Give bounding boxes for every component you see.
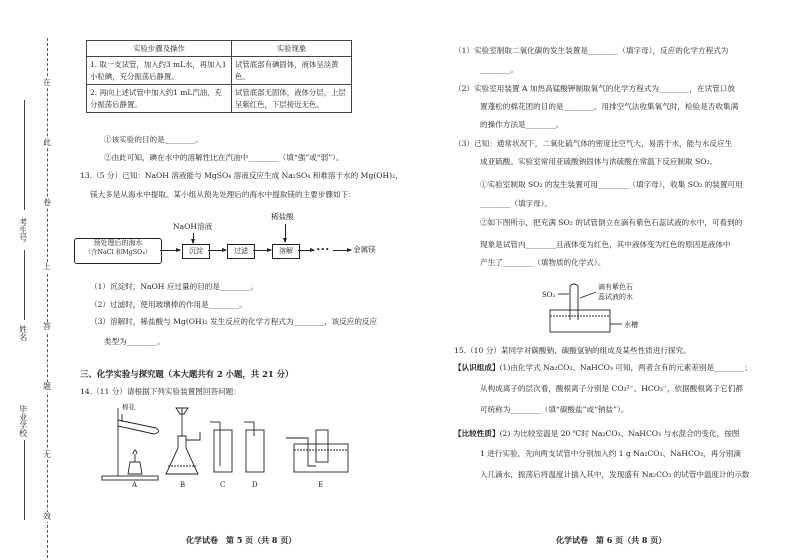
flow-dots: ••• xyxy=(316,245,330,254)
cotton-label: 棉花 xyxy=(122,403,135,411)
q15-sub2b: 1 进行实验，先向两支试管中分别加入约 1 g Na₂CO₃、NaHCO₃，再分别滴 xyxy=(480,449,742,458)
table-header: 实验现象 xyxy=(232,41,352,57)
q14-sub2b: 置蓬松的棉花团的目的是________。用排空气法收集氧气时，检验是否收集满 xyxy=(480,102,739,111)
q15-sub1b: 从构成离子的层次看，酸根离子分别是 CO₃²⁻、HCO₃⁻，依据酸根离子它们都 xyxy=(480,384,743,393)
q14-sub1: （1）实验室制取二氧化碳的发生装置是________（填字母），反应的化学方程式为 xyxy=(454,46,729,55)
page-footer-right: 化学试卷 第 6 页（共 8 页） xyxy=(556,535,667,545)
flow-arrow xyxy=(298,250,314,251)
flow-step-filter: 过滤 xyxy=(227,244,255,259)
table-cell: 1. 取一支试管，加入约3 mL水，再加入1小粒碘，充分振荡后静置。 xyxy=(87,57,232,85)
flow-reagent-arrow xyxy=(285,224,286,242)
q14-sub3-1: ①实验室制取 SO₂ 的发生装置可用________（填字母），收集 SO₂ 的装置可用 xyxy=(480,180,743,189)
q13-sub2: （2）过滤时，使用玻璃棒的作用是________。 xyxy=(90,300,247,309)
q14-sub3b: 成亚硫酸。实验室常用亚硫酸钠固体与浓硫酸在常温下反应制取 SO₂。 xyxy=(480,157,718,166)
litmus-label-1: 滴有紫色石 xyxy=(598,283,633,291)
q13-stem-line1: 13.（5 分）已知：NaOH 溶液能与 MgSO₄ 溶液反应生成 Na₂SO₄ 和难溶于水的 Mg(OH)₂， xyxy=(80,171,403,180)
tag-recognize-composition: 【认识组成】 xyxy=(454,363,500,372)
flow-start-line2: （含NaCl 和MgSO₄） xyxy=(84,247,152,256)
fill-line xyxy=(24,250,25,320)
q13-sub3: （3）溶解时，稀盐酸与 Mg(OH)₂ 发生反应的化学方程式为________，该反应的反应 xyxy=(90,317,378,326)
flow-arrow xyxy=(208,250,226,251)
margin-label-name: 姓名 xyxy=(18,325,28,341)
page-footer-left: 化学试卷 第 5 页（共 8 页） xyxy=(186,535,297,545)
q15-stem: 15.（10 分）某同学对碳酸钠、碳酸氢钠的组成及某些性质进行探究。 xyxy=(454,346,691,355)
q13-sub3b: 类型为________。 xyxy=(104,337,165,346)
trough-label: 水槽 xyxy=(624,321,638,329)
q14-sub3a: （3）已知：通常状况下，二氧化硫气体的密度比空气大，易溶于水，能与水反应生 xyxy=(454,139,733,148)
gas-bottle-c xyxy=(214,430,232,472)
flow-step-precipitate: 沉淀 xyxy=(182,244,210,259)
table-row xyxy=(87,85,352,113)
table-cell: 试管底部无固体，液体分层，上层呈紫红色，下层接近无色。 xyxy=(232,85,352,113)
q12-sub2: ②由此可知，碘在水中的溶解性比在汽油中________（填“强”或“弱”）。 xyxy=(104,153,344,162)
lamp-flame xyxy=(133,450,137,454)
q15-sub2c: 入几滴水，振荡后将温度计插入其中，发现盛有 Na₂CO₃ 的试管中温度计的示数 xyxy=(480,470,750,479)
conical-flask xyxy=(166,436,198,474)
table-cell: 2. 再向上述试管中加入约1 mL汽油，充分振荡后静置。 xyxy=(87,85,232,113)
table-row xyxy=(87,57,352,85)
q15-sub2a xyxy=(454,429,739,438)
experiment-table xyxy=(86,40,352,113)
q15-sub2a-text: (2) 为比较室温是 20 ℃时 Na₂CO₃、NaHCO₃ 与水混合的变化，按图 xyxy=(499,429,740,438)
margin-label-school: 毕业学校 xyxy=(18,405,28,437)
apparatus-label: A xyxy=(132,481,138,489)
q14-sub2c: 的操作方法是________。 xyxy=(480,120,564,129)
q13-stem-line2: 镁大多是从海水中提取。某小组从预先处理后的海水中提取镁的主要步骤如下： xyxy=(90,190,356,199)
inverted-tube xyxy=(570,284,578,320)
flow-arrow xyxy=(333,250,351,251)
q14-sub3-2a: ②如下图所示，把充满 SO₂ 的试管倒立在滴有紫色石蕊试液的水中，可看到的 xyxy=(480,218,743,227)
q14-sub2a: （2）实验室用装置 A 加热高锰酸钾制取氧气的化学方程式为________，在试管口放 xyxy=(454,84,735,93)
margin-char: 无 xyxy=(43,450,51,459)
flow-start-box xyxy=(74,238,162,264)
margin-char: 上 xyxy=(43,262,51,271)
fill-line xyxy=(24,100,25,210)
flow-end-magnesium: 金属镁 xyxy=(353,245,376,254)
so2-gas-label: SO₂ xyxy=(542,291,556,299)
margin-label-student-id: 考生号 xyxy=(18,218,28,242)
apparatus-label: B xyxy=(180,481,186,489)
alcohol-lamp xyxy=(128,462,142,474)
test-tube xyxy=(118,420,156,428)
tag-compare-properties: 【比较性质】 xyxy=(454,429,500,438)
water-trough xyxy=(294,444,348,472)
apparatus-label: D xyxy=(252,481,258,489)
fill-line xyxy=(24,440,25,520)
margin-char: 题 xyxy=(43,382,51,391)
water-trough xyxy=(550,310,610,332)
margin-char: 答 xyxy=(43,322,51,331)
apparatus-label: E xyxy=(318,481,324,489)
q14-sub3-1b: ________（填字母）。 xyxy=(480,199,553,208)
margin-char: 此 xyxy=(43,138,51,147)
flow-reagent-arrow xyxy=(193,233,194,243)
table-cell: 试管底部有碘固体，液体呈淡黄色。 xyxy=(232,57,352,85)
q12-sub1: ①该实验的目的是________。 xyxy=(104,135,203,144)
tube-end xyxy=(154,428,159,434)
so2-figure xyxy=(540,280,670,342)
q13-sub1: （1）沉淀时，NaOH 应过量的目的是________。 xyxy=(90,282,258,291)
flow-arrow xyxy=(253,250,271,251)
margin-char: 效 xyxy=(43,512,51,521)
apparatus-figure xyxy=(96,400,366,490)
gas-bottle-d xyxy=(246,430,264,472)
flow-arrow xyxy=(160,250,180,251)
q14-sub3-2b: 现象是试管内________且液体变为红色，其中液体变为红色的原因是液体中 xyxy=(480,240,731,249)
flow-reagent-naoh: NaOH溶液 xyxy=(173,222,213,231)
q15-sub1c: 可统称为________（填“碳酸盐”或“钠盐”）。 xyxy=(480,405,629,414)
stand-base xyxy=(102,476,158,480)
apparatus-label: C xyxy=(220,481,226,489)
margin-char: 在 xyxy=(43,78,51,87)
margin-char: 卷 xyxy=(43,198,51,207)
q14-sub3-2c: 产生了________（填物质的化学式）。 xyxy=(480,258,606,267)
litmus-label-2: 蕊试液的水 xyxy=(598,293,633,301)
q14-stem: 14.（11 分）请根据下列实验装置图回答问题： xyxy=(80,387,241,396)
q14-sub1b: ________。 xyxy=(480,65,518,74)
flow-step-dissolve: 溶解 xyxy=(272,244,300,259)
section-3-title: 三、化学实验与探究题（本大题共有 2 小题，共 21 分） xyxy=(80,369,294,379)
binding-line xyxy=(47,38,48,558)
flow-reagent-hcl: 稀盐酸 xyxy=(271,212,294,221)
q15-sub1a xyxy=(454,363,752,372)
inverted-bottle xyxy=(316,430,328,462)
flow-start-line1: 预处理后的海水 xyxy=(93,239,143,247)
table-header: 实验步骤及操作 xyxy=(87,41,232,57)
q15-sub1a-text: (1)由化学式 Na₂CO₃、NaHCO₃ 可知，两者含有的元素差别是________； xyxy=(499,363,752,372)
